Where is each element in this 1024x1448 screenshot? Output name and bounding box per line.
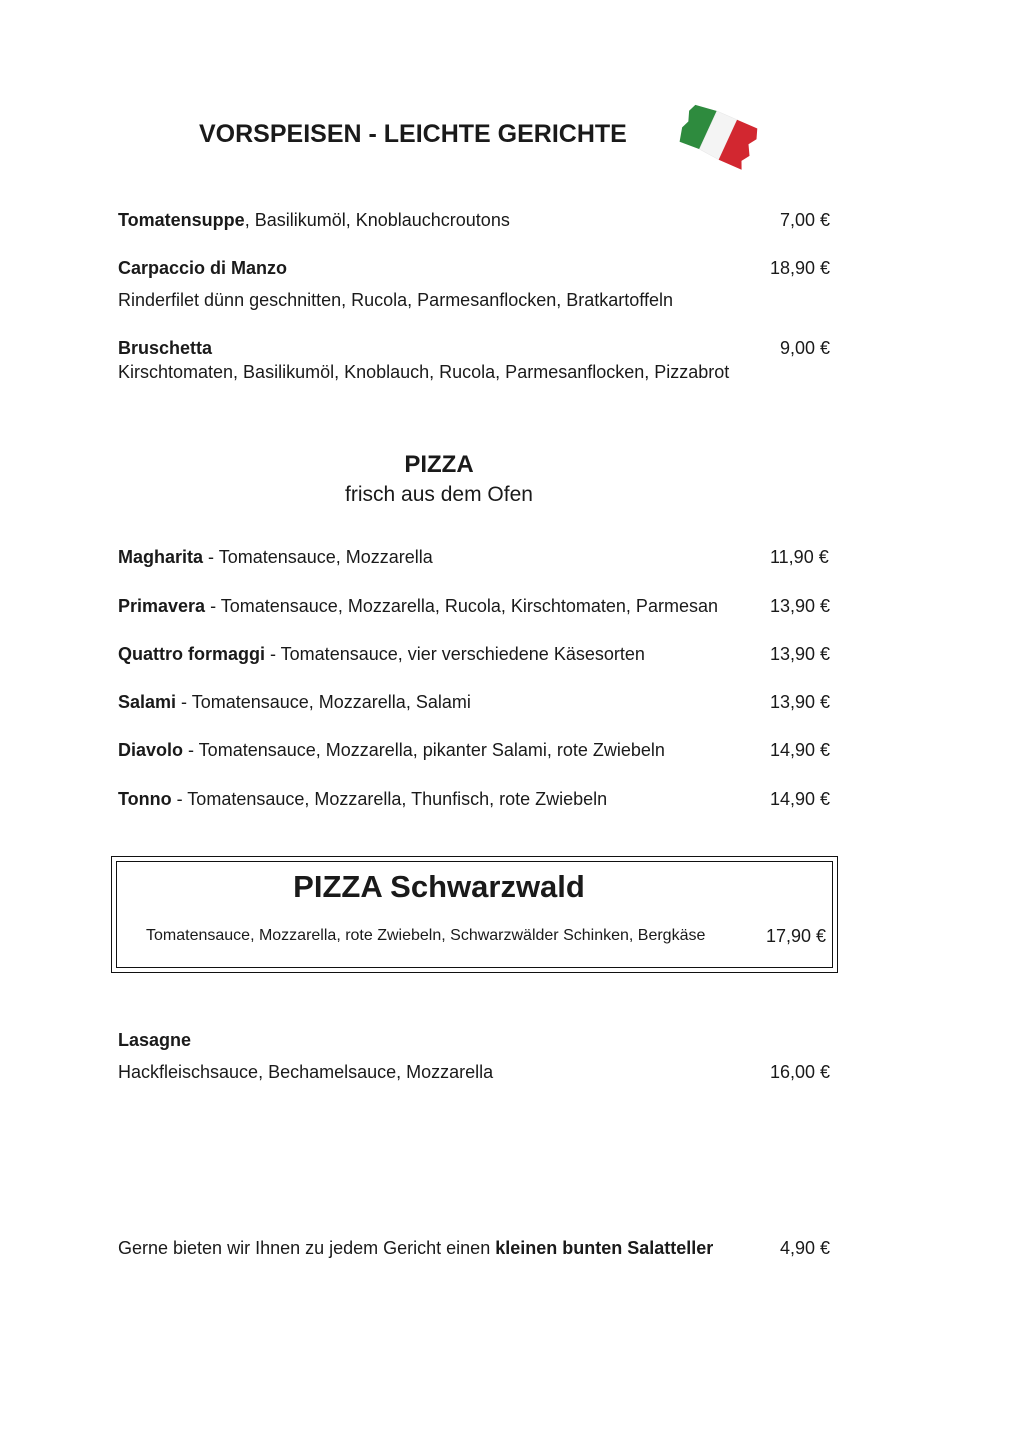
item-desc: - Tomatensauce, Mozzarella, Salami (176, 692, 471, 712)
item-desc: - Tomatensauce, Mozzarella (203, 547, 433, 567)
item-name: Tomatensuppe (118, 210, 245, 230)
pizza-title: PIZZA (404, 451, 474, 478)
menu-item-primavera (118, 595, 718, 617)
item-desc: - Tomatensauce, Mozzarella, Thunfisch, rote Zwiebeln (171, 789, 608, 809)
price: 14,90 € (770, 740, 831, 760)
item-desc: - Tomatensauce, Mozzarella, Rucola, Kirschtomaten, Parmesan (205, 596, 718, 616)
price: 13,90 € (770, 692, 831, 712)
item-desc: - Tomatensauce, Mozzarella, pikanter Salami, rote Zwiebeln (183, 740, 665, 760)
price: 16,00 € (770, 1062, 831, 1082)
price: 13,90 € (770, 596, 831, 616)
item-name: Diavolo (118, 740, 184, 760)
salad-note (118, 1237, 713, 1259)
item-name: Lasagne (118, 1030, 192, 1050)
salad-price: 4,90 € (780, 1238, 831, 1258)
menu-item-diavolo (118, 739, 665, 761)
item-name: Magharita (118, 547, 204, 567)
item-desc: Rinderfilet dünn geschnitten, Rucola, Parmesanflocken, Bratkartoffeln (118, 290, 673, 310)
pizza-subtitle: frisch aus dem Ofen (345, 483, 533, 506)
starters-title: VORSPEISEN - LEICHTE GERICHTE (199, 120, 627, 148)
italian-flag-icon (676, 100, 760, 172)
item-name: Salami (118, 692, 177, 712)
special-title: PIZZA Schwarzwald (293, 869, 585, 904)
price: 14,90 € (770, 789, 831, 809)
menu-item-lasagne (118, 1029, 191, 1051)
price: 18,90 € (770, 258, 831, 278)
salad-bold: kleinen bunten Salatteller (495, 1238, 714, 1258)
item-name: Tonno (118, 789, 172, 809)
item-desc: - Tomatensauce, vier verschiedene Käsesorten (265, 644, 645, 664)
menu-item-tonno (118, 788, 607, 810)
item-name: Bruschetta (118, 338, 213, 358)
menu-item-magharita (118, 546, 433, 568)
price: 13,90 € (770, 644, 831, 664)
salad-text: Gerne bieten wir Ihnen zu jedem Gericht einen (118, 1238, 496, 1258)
price: 9,00 € (780, 338, 831, 358)
menu-item-carpaccio (118, 257, 287, 279)
special-desc: Tomatensauce, Mozzarella, rote Zwiebeln, Schwarzwälder Schinken, Bergkäse (146, 927, 706, 944)
menu-item-salami (118, 691, 471, 713)
price: 11,90 € (770, 547, 829, 567)
menu-item-quattro-formaggi (118, 643, 645, 665)
menu-item-tomatensuppe (118, 209, 510, 231)
item-name: Quattro formaggi (118, 644, 265, 664)
special-price: 17,90 € (766, 926, 827, 946)
item-desc: , Basilikumöl, Knoblauchcroutons (244, 210, 510, 230)
price: 7,00 € (780, 210, 831, 230)
item-desc: Kirschtomaten, Basilikumöl, Knoblauch, Rucola, Parmesanflocken, Pizzabrot (118, 362, 730, 382)
item-name: Primavera (118, 596, 206, 616)
item-name: Carpaccio di Manzo (118, 258, 288, 278)
item-desc: Hackfleischsauce, Bechamelsauce, Mozzarella (118, 1062, 494, 1082)
menu-item-bruschetta (118, 337, 212, 359)
